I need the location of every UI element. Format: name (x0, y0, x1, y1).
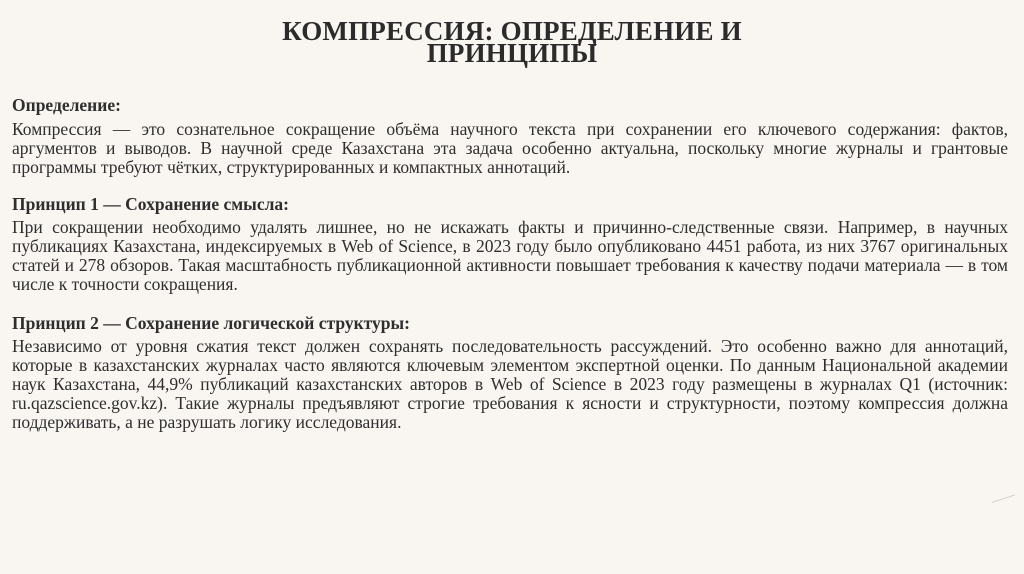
slide-title-line-2: ПРИНЦИПЫ (426, 38, 598, 68)
definition-heading: Определение: (12, 95, 121, 115)
principle-2-section (12, 313, 1008, 432)
slide-content (12, 95, 1008, 432)
slide-title (0, 16, 1024, 68)
principle-2-heading: Принцип 2 — Сохранение логической структуры: (12, 313, 411, 333)
principle-1-section (12, 194, 1008, 294)
principle-2-text: Независимо от уровня сжатия текст должен сохранять последовательность рассуждений. Это особенно важно для аннотаций, которые в казахстанских журналах часто являются ключевым элементом экспертной оценки. По данным Национальной академии наук Казахстана, 44,9% публикаций казахстанских авторов в Web of Science в 2023 году размещены в журналах Q1 (источник: ru.qazscience.gov.kz). Такие журналы предъявляют строгие требования к ясности и структурности, поэтому компрессия должна поддерживать, а не разрушать логику исследования. (12, 336, 1008, 432)
principle-1-text: При сокращении необходимо удалять лишнее, но не искажать факты и причинно-следственные связи. Например, в научных публикациях Казахстана, индексируемых в Web of Science, в 2023 году было опубликовано 4451 работа, из них 3767 оригинальных статей и 278 обзоров. Такая масштабность публикационной активности повышает требования к качеству подачи материала — в том числе к точности сокращения. (12, 217, 1008, 294)
definition-text: Компрессия — это сознательное сокращение объёма научного текста при сохранении его ключевого содержания: фактов, аргументов и выводов. В научной среде Казахстана эта задача особенно актуальна, поскольку многие журналы и грантовые программы требуют чётких, структурированных и компактных аннотаций. (12, 119, 1008, 177)
decorative-accent-line (992, 495, 1018, 513)
principle-1-heading: Принцип 1 — Сохранение смысла: (12, 194, 289, 214)
definition-section (12, 95, 1008, 177)
slide-title-line-1: КОМПРЕССИЯ: ОПРЕДЕЛЕНИЕ И (282, 16, 742, 46)
